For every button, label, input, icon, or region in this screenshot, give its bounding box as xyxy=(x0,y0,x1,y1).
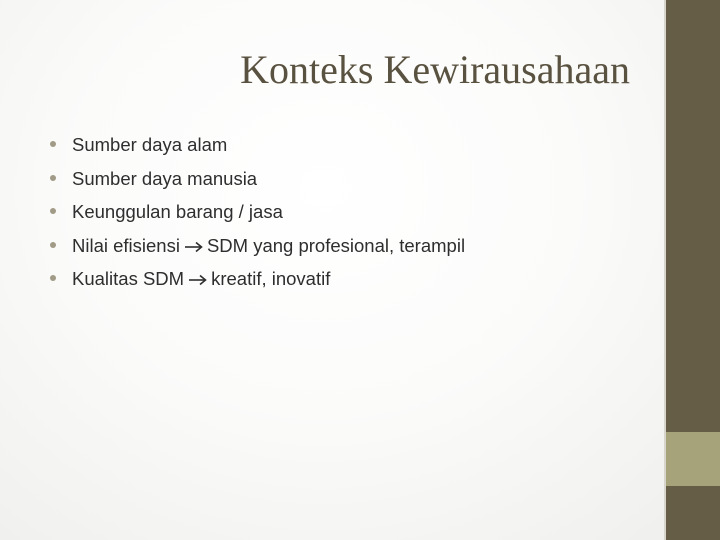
bullet-text: Sumber daya alam xyxy=(72,134,228,155)
bullet-dot-icon xyxy=(50,208,56,214)
bullet-dot-icon xyxy=(50,242,56,248)
bullet-item xyxy=(50,165,465,199)
bullet-text-before-arrow: Nilai efisiensi xyxy=(72,234,180,256)
bullet-dot-icon xyxy=(50,275,56,281)
bullet-item xyxy=(50,265,465,299)
bullet-dot-icon xyxy=(50,175,56,181)
bullet-text-before-arrow: Kualitas SDM xyxy=(72,268,185,289)
slide-title: Konteks Kewirausahaan xyxy=(240,47,630,92)
bullet-item xyxy=(50,198,465,232)
bullet-text-after-arrow: SDM yang profesional, terampil xyxy=(206,234,466,256)
side-rail-accent xyxy=(666,432,720,486)
bullet-text-after-arrow: kreatif, inovatif xyxy=(211,268,331,289)
right-arrow-icon xyxy=(188,274,208,286)
bullet-dot-icon xyxy=(50,141,56,147)
bullet-list xyxy=(50,131,465,299)
bullet-text: Sumber daya manusia xyxy=(72,167,258,189)
right-arrow-icon xyxy=(184,241,204,253)
bullet-item xyxy=(50,131,465,165)
bullet-text: Keunggulan barang / jasa xyxy=(72,201,283,222)
bullet-item xyxy=(50,232,465,266)
